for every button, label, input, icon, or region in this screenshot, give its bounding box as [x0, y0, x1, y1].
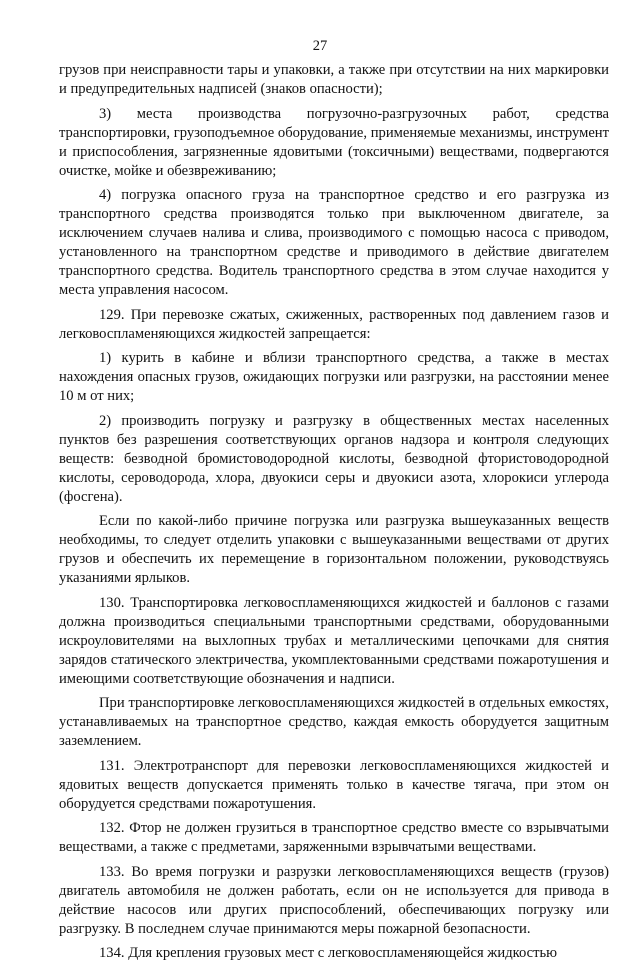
paragraph-129-item-1: 1) курить в кабине и вблизи транспортного средства, а также в местах нахождения опасных грузов, ожидающих погрузки или разгрузки, на расстоянии менее 10 м от них;: [59, 350, 609, 404]
paragraph-130-note: При транспортировке легковоспламеняющихся жидкостей в отдельных емкостях, устанавливаемых на транспортное средство, каждая емкость оборудуется защитным заземлением.: [59, 695, 609, 749]
page-number: 27: [312, 38, 328, 54]
paragraph-item-4: 4) погрузка опасного груза на транспортное средство и его разгрузка из транспортного средства производятся только при выключенном двигателе, за исключением случаев налива и слива, производимого с помощью насоса с приводом, установленного на транспортном средстве и приводимого в действие двигателем транспортного средства. Водитель транспортного средства в этом случае находится у места управления насосом.: [59, 187, 609, 298]
paragraph-129-item-2: 2) производить погрузку и разгрузку в общественных местах населенных пунктов без разрешения соответствующих органов надзора и контроля следующих веществ: безводной бромистоводородной кислоты, безводной фтористоводородной кислоты, сероводорода, хлора, двуокиси серы и двуокиси азота, хлорокиси углерода (фосгена).: [59, 412, 609, 505]
paragraph-130: 130. Транспортировка легковоспламеняющихся жидкостей и баллонов с газами должна производиться специальными транспортными средствами, оборудованными искроуловителями на выхлопных трубах и металлическими цепочками для снятия зарядов статического электричества, укомплектованными средствами пожаротушения и имеющими соответствующие обозначения и надписи.: [59, 594, 609, 687]
paragraph-131: 131. Электротранспорт для перевозки легковоспламеняющихся жидкостей и ядовитых веществ допускается применять только в качестве тягача, при этом он оборудуется средствами пожаротушения.: [59, 757, 609, 812]
paragraph-134: 134. Для крепления грузовых мест с легковоспламеняющейся жидкостью: [99, 945, 558, 961]
paragraph-133: 133. Во время погрузки и разрузки легковоспламеняющихся веществ (грузов) двигатель автомобиля не должен работать, если он не используется для привода в действие насосов или других приспособлений, обеспечивающих погрузку или разгрузку. В последнем случае принимаются меры пожарной безопасности.: [59, 863, 609, 937]
paragraph-continuation: грузов при неисправности тары и упаковки, а также при отсутствии на них маркировки и предупредительных надписей (знаков опасности);: [59, 62, 609, 97]
document-body: [59, 61, 609, 963]
paragraph-129: 129. При перевозке сжатых, сжиженных, растворенных под давлением газов и легковоспламеняющихся жидкостей запрещается:: [59, 306, 609, 342]
paragraph-132: 132. Фтор не должен грузиться в транспортное средство вместе со взрывчатыми веществами, а также с предметами, заряженными взрывчатыми веществами.: [59, 820, 609, 855]
paragraph-item-3: 3) места производства погрузочно-разгрузочных работ, средства транспортировки, грузоподъемное оборудование, применяемые механизмы, инструмент и приспособления, загрязненные ядовитыми (токсичными) веществами, подвергаются очистке, мойке и обезвреживанию;: [59, 105, 609, 179]
paragraph-129-note: Если по какой-либо причине погрузка или разгрузка вышеуказанных веществ необходимы, то следует отделить упаковки с вышеуказанными веществами от других грузов и обеспечить их перемещение в горизонтальном положении, руководствуясь указаниями ярлыков.: [59, 513, 609, 586]
